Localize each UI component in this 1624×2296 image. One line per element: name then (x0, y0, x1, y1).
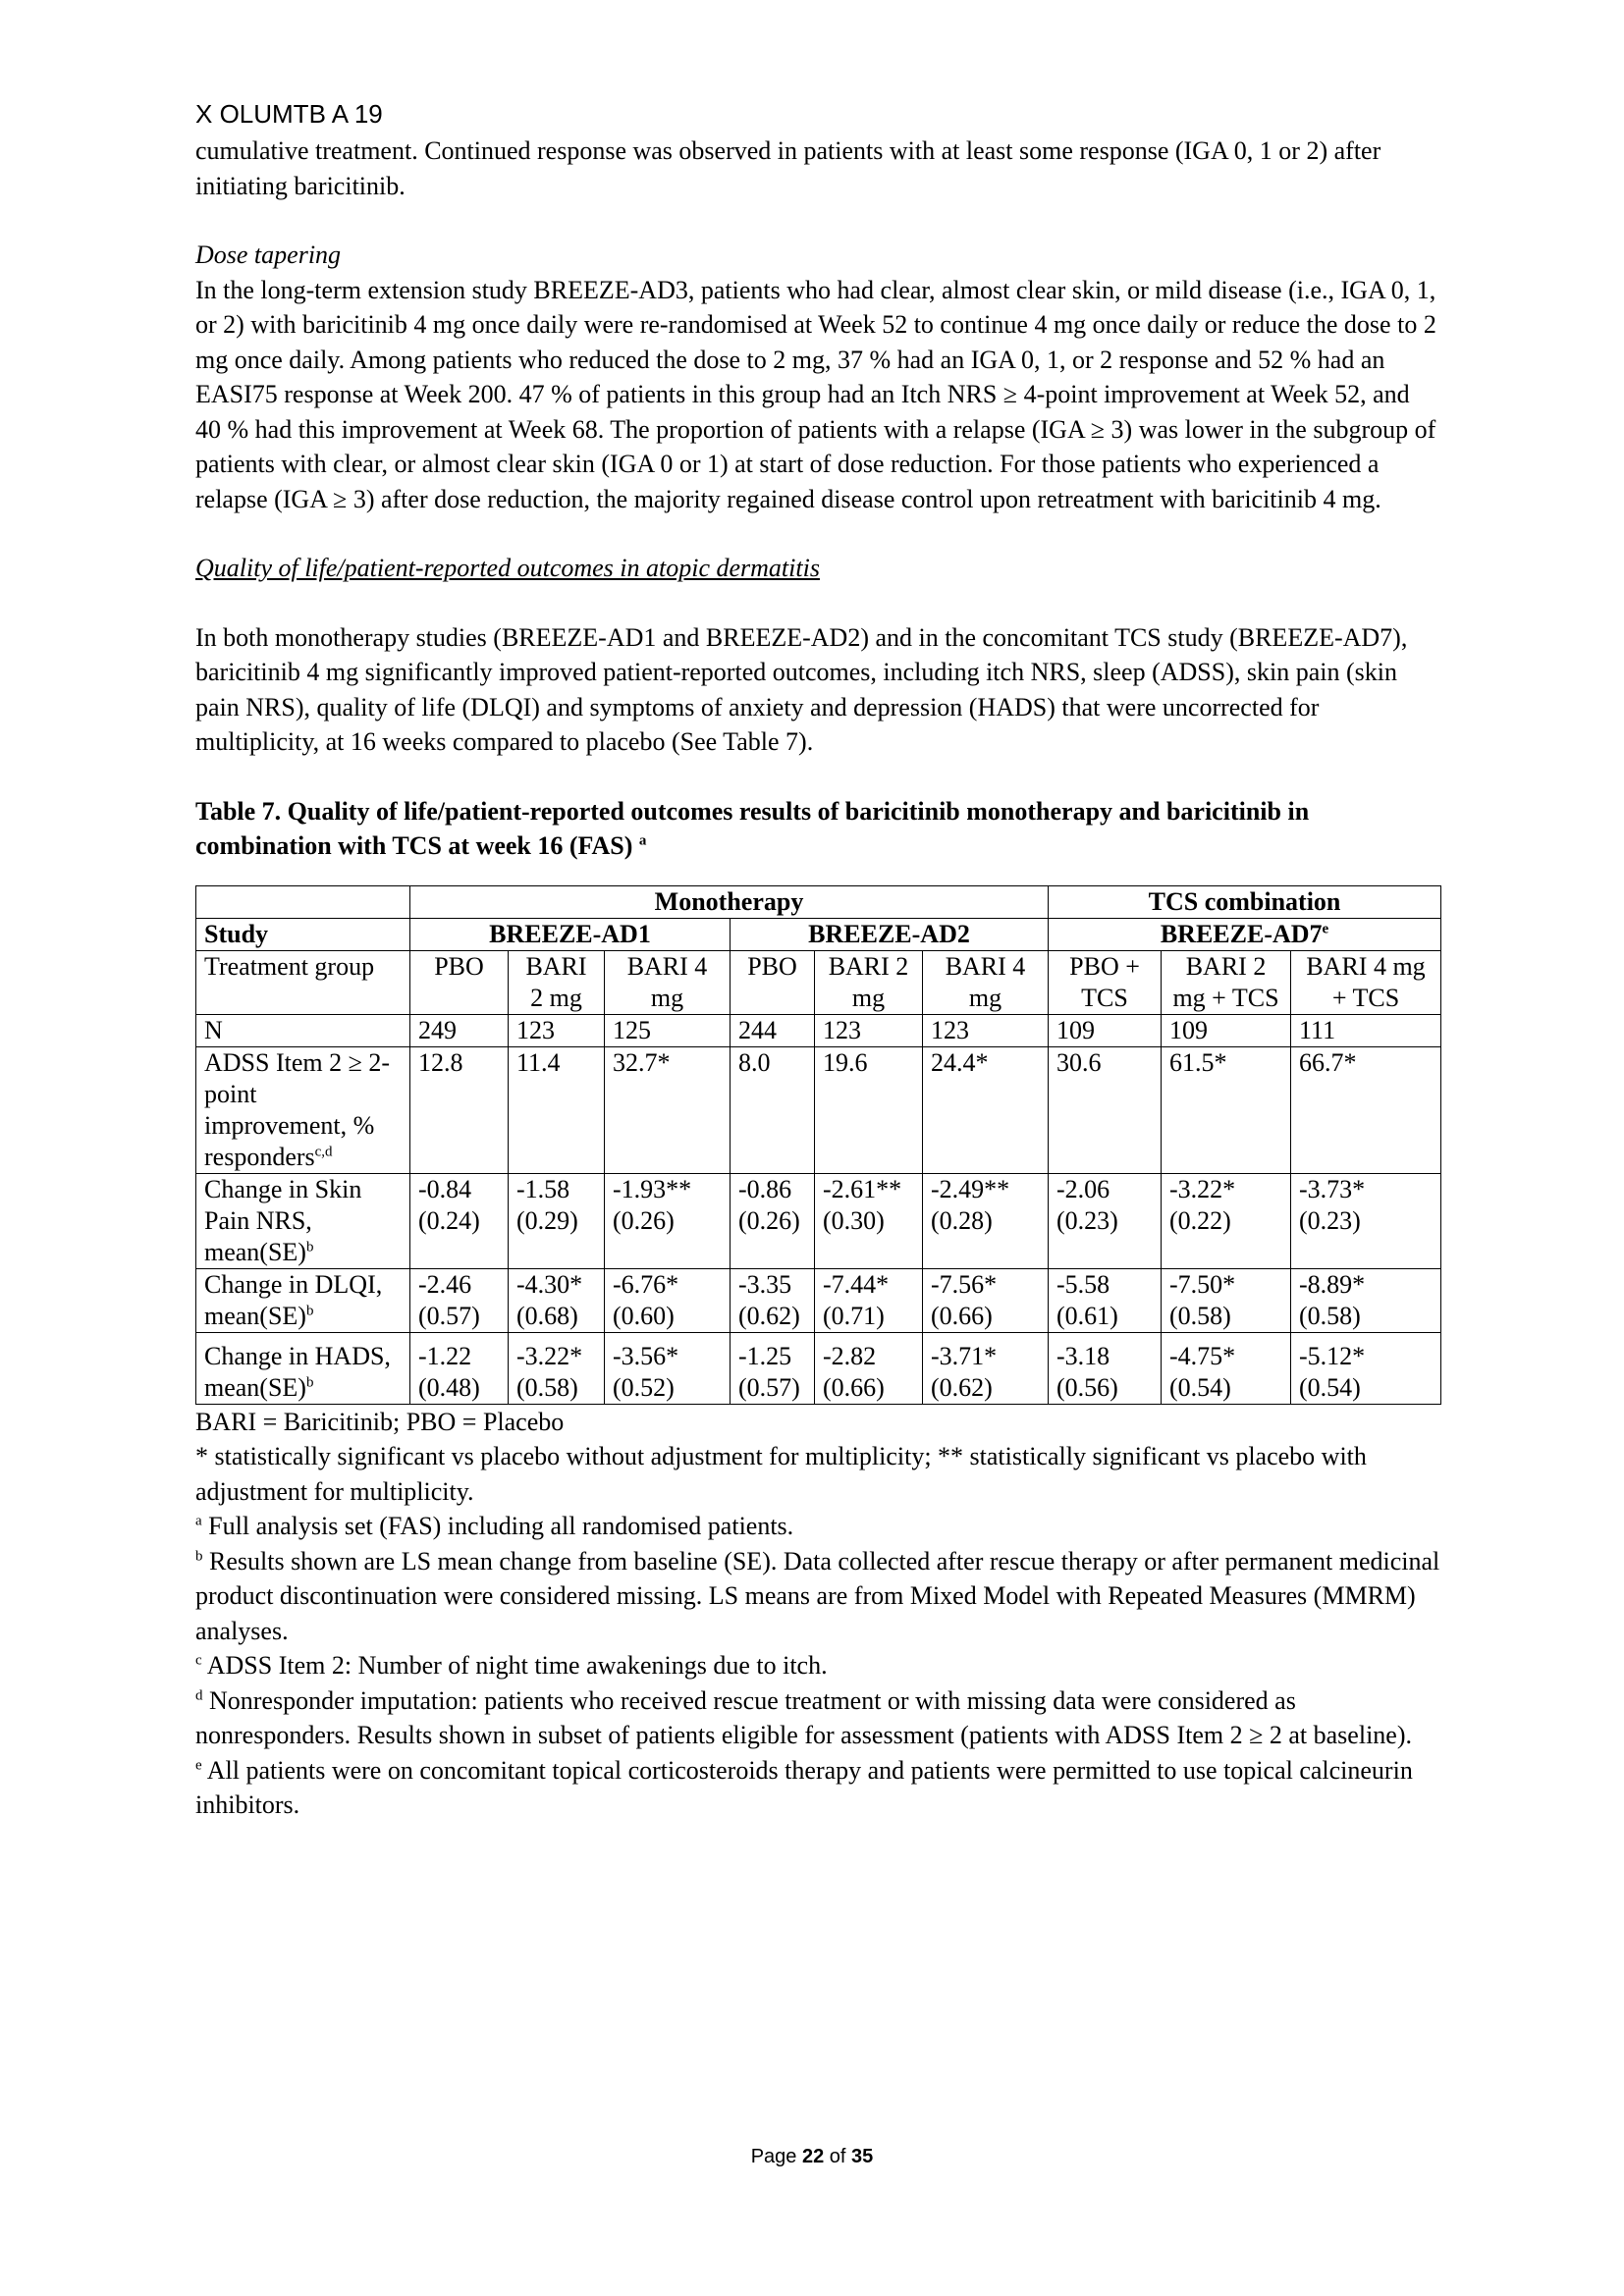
table-row (196, 950, 1441, 1014)
group-tcs: TCS combination (1049, 885, 1441, 918)
page-footer (0, 2146, 1624, 2168)
table-cell: -0.86 (0.26) (731, 1173, 815, 1268)
row-label (196, 1332, 410, 1404)
table-cell: -4.75* (0.54) (1162, 1332, 1291, 1404)
col-header: BARI 4 mg (605, 950, 731, 1014)
table-cell: 8.0 (731, 1046, 815, 1173)
table-cell: -3.35 (0.62) (731, 1268, 815, 1332)
row-label-sup: b (305, 1238, 314, 1255)
table-cell: 123 (815, 1014, 923, 1046)
col-header: BARI 4 mg + TCS (1291, 950, 1441, 1014)
table-cell: 249 (410, 1014, 509, 1046)
study-ad7-text: BREEZE-AD7 (1160, 919, 1323, 948)
footnote-marker: a (195, 1513, 202, 1529)
table-cell: -8.89* (0.58) (1291, 1268, 1441, 1332)
study-ad1: BREEZE-AD1 (410, 918, 731, 950)
table-cell: -6.76* (0.60) (605, 1268, 731, 1332)
dose-tapering-paragraph: In the long-term extension study BREEZE-AD3, patients who had clear, almost clear skin, or mild disease (i.e., IGA 0, 1, or 2) with baricitinib 4 mg once daily were re-randomised at Week 52 to continue 4 mg once daily or reduce the dose to 2 mg once daily. Among patients who reduced the dose to 2 mg, 37 % had an IGA 0, 1, or 2 response and 52 % had an EASI75 response at Week 200. 47 % of patients in this group had an Itch NRS ≥ 4-point improvement at Week 52, and 40 % had this improvement at Week 68. The proportion of patients with a relapse (IGA ≥ 3) was lower in the subgroup of patients with clear, or almost clear skin (IGA 0 or 1) at start of dose reduction. For those patients who experienced a relapse (IGA ≥ 3) after dose reduction, the majority regained disease control upon retreatment with baricitinib 4 mg. (195, 275, 1436, 513)
row-label-text: Change in DLQI, mean(SE) (204, 1269, 383, 1330)
row-label-text: Change in HADS, mean(SE) (204, 1341, 391, 1402)
document-page (195, 98, 1440, 1823)
table-cell (196, 885, 410, 918)
footnote-text: All patients were on concomitant topical corticosteroids therapy and patients were permitted to use topical calcineurin inhibitors. (195, 1755, 1413, 1819)
treatment-label: Treatment group (196, 950, 410, 1014)
page-total: 35 (851, 2146, 874, 2167)
footnote-marker: d (195, 1686, 203, 1703)
table-cell: -2.82 (0.66) (815, 1332, 923, 1404)
row-label-sup: b (305, 1302, 314, 1318)
row-label-sup: c,d (314, 1143, 333, 1159)
footnote-b (195, 1544, 1440, 1649)
table-caption-text: Table 7. Quality of life/patient-reported outcomes results of baricitinib monotherapy and baricitinib in combination with TCS at week 16 (FAS) (195, 796, 1310, 860)
dose-tapering-heading: Dose tapering (195, 240, 342, 269)
footnote-marker: e (195, 1756, 202, 1773)
table-cell: 109 (1162, 1014, 1291, 1046)
table-caption-sup: a (638, 832, 647, 849)
table-cell: 19.6 (815, 1046, 923, 1173)
table-row (196, 1046, 1441, 1173)
footnote-marker: b (195, 1547, 203, 1564)
row-label (196, 1046, 410, 1173)
table-row (196, 1332, 1441, 1404)
table-cell: 125 (605, 1014, 731, 1046)
qol-heading: Quality of life/patient-reported outcomes in atopic dermatitis (195, 554, 820, 582)
table-cell: -2.49** (0.28) (923, 1173, 1049, 1268)
table-cell: 11.4 (509, 1046, 605, 1173)
table-row (196, 1014, 1441, 1046)
table-cell: -3.22* (0.58) (509, 1332, 605, 1404)
document-header: X OLUMTB A 19 (195, 99, 383, 129)
table-caption (195, 794, 1440, 864)
table-cell: -1.93** (0.26) (605, 1173, 731, 1268)
table-cell: -7.44* (0.71) (815, 1268, 923, 1332)
row-label: N (196, 1014, 410, 1046)
table-cell: -5.58 (0.61) (1049, 1268, 1162, 1332)
study-label: Study (196, 918, 410, 950)
table-cell: -2.46 (0.57) (410, 1268, 509, 1332)
table-cell: -7.56* (0.66) (923, 1268, 1049, 1332)
table-cell: -2.06 (0.23) (1049, 1173, 1162, 1268)
page-number: 22 (801, 2146, 825, 2167)
row-label (196, 1268, 410, 1332)
row-label-sup: b (305, 1373, 314, 1390)
table-cell: 244 (731, 1014, 815, 1046)
of-word: of (829, 2146, 846, 2167)
group-monotherapy: Monotherapy (410, 885, 1049, 918)
footnote-c (195, 1648, 1440, 1683)
table-cell: -1.58 (0.29) (509, 1173, 605, 1268)
col-header: BARI 2 mg (509, 950, 605, 1014)
footnote-marker: c (195, 1652, 202, 1669)
study-ad2: BREEZE-AD2 (731, 918, 1049, 950)
table-cell: -0.84 (0.24) (410, 1173, 509, 1268)
table-row (196, 885, 1441, 918)
study-ad7 (1049, 918, 1441, 950)
footnote-text: Results shown are LS mean change from baseline (SE). Data collected after rescue therapy or after permanent medicinal product discontinuation were considered missing. LS means are from Mixed Model with Repeated Measures (MMRM) analyses. (195, 1546, 1440, 1645)
table-cell: -7.50* (0.58) (1162, 1268, 1291, 1332)
table-cell: 66.7* (1291, 1046, 1441, 1173)
table-cell: -1.25 (0.57) (731, 1332, 815, 1404)
footnote-a (195, 1509, 1440, 1544)
footnote-text: ADSS Item 2: Number of night time awakenings due to itch. (201, 1651, 828, 1680)
table-cell: 123 (509, 1014, 605, 1046)
col-header: PBO (410, 950, 509, 1014)
table-cell: 12.8 (410, 1046, 509, 1173)
footnote-text: Nonresponder imputation: patients who received rescue treatment or with missing data were considered as nonresponders. Results shown in subset of patients eligible for assessment (patients with ADSS Item 2 ≥ 2 at baseline). (195, 1685, 1412, 1749)
table-cell: 109 (1049, 1014, 1162, 1046)
row-label-text: ADSS Item 2 ≥ 2-point improvement, % responders (204, 1047, 391, 1171)
qol-paragraph: In both monotherapy studies (BREEZE-AD1 and BREEZE-AD2) and in the concomitant TCS study (BREEZE-AD7), baricitinib 4 mg significantly improved patient-reported outcomes, including itch NRS, sleep (ADSS), skin pain (skin pain NRS), quality of life (DLQI) and symptoms of anxiety and depression (HADS) that were uncorrected for multiplicity, at 16 weeks compared to placebo (See Table 7). (195, 622, 1408, 756)
table-row (196, 1268, 1441, 1332)
table-cell: 61.5* (1162, 1046, 1291, 1173)
table-cell: -3.56* (0.52) (605, 1332, 731, 1404)
col-header: PBO + TCS (1049, 950, 1162, 1014)
table-cell: 32.7* (605, 1046, 731, 1173)
table-cell: -3.18 (0.56) (1049, 1332, 1162, 1404)
page-word: Page (750, 2146, 797, 2167)
outcomes-table (195, 885, 1441, 1405)
intro-paragraph: cumulative treatment. Continued response was observed in patients with at least some response (IGA 0, 1 or 2) after initiating baricitinib. (195, 136, 1381, 200)
table-cell: -2.61** (0.30) (815, 1173, 923, 1268)
table-cell: -3.22* (0.22) (1162, 1173, 1291, 1268)
table-cell: -4.30* (0.68) (509, 1268, 605, 1332)
col-header: BARI 4 mg (923, 950, 1049, 1014)
footnote-text: Full analysis set (FAS) including all randomised patients. (201, 1512, 794, 1540)
table-footnotes (195, 1405, 1440, 1823)
table-row (196, 1173, 1441, 1268)
footnote-e (195, 1753, 1440, 1823)
table-cell: -3.73* (0.23) (1291, 1173, 1441, 1268)
row-label-text: Change in Skin Pain NRS, mean(SE) (204, 1174, 362, 1266)
col-header: BARI 2 mg + TCS (1162, 950, 1291, 1014)
col-header: PBO (731, 950, 815, 1014)
table-cell: -5.12* (0.54) (1291, 1332, 1441, 1404)
footnote-d (195, 1683, 1440, 1753)
footnote-abbrev: BARI = Baricitinib; PBO = Placebo (195, 1407, 565, 1436)
table-cell: 30.6 (1049, 1046, 1162, 1173)
footnote-stars: * statistically significant vs placebo without adjustment for multiplicity; ** statistically significant vs placebo with adjustment for multiplicity. (195, 1442, 1367, 1506)
table-cell: -1.22 (0.48) (410, 1332, 509, 1404)
row-label (196, 1173, 410, 1268)
study-ad7-sup: e (1322, 920, 1329, 936)
table-row (196, 918, 1441, 950)
table-cell: 123 (923, 1014, 1049, 1046)
col-header: BARI 2 mg (815, 950, 923, 1014)
table-cell: 24.4* (923, 1046, 1049, 1173)
table-cell: 111 (1291, 1014, 1441, 1046)
table-cell: -3.71* (0.62) (923, 1332, 1049, 1404)
